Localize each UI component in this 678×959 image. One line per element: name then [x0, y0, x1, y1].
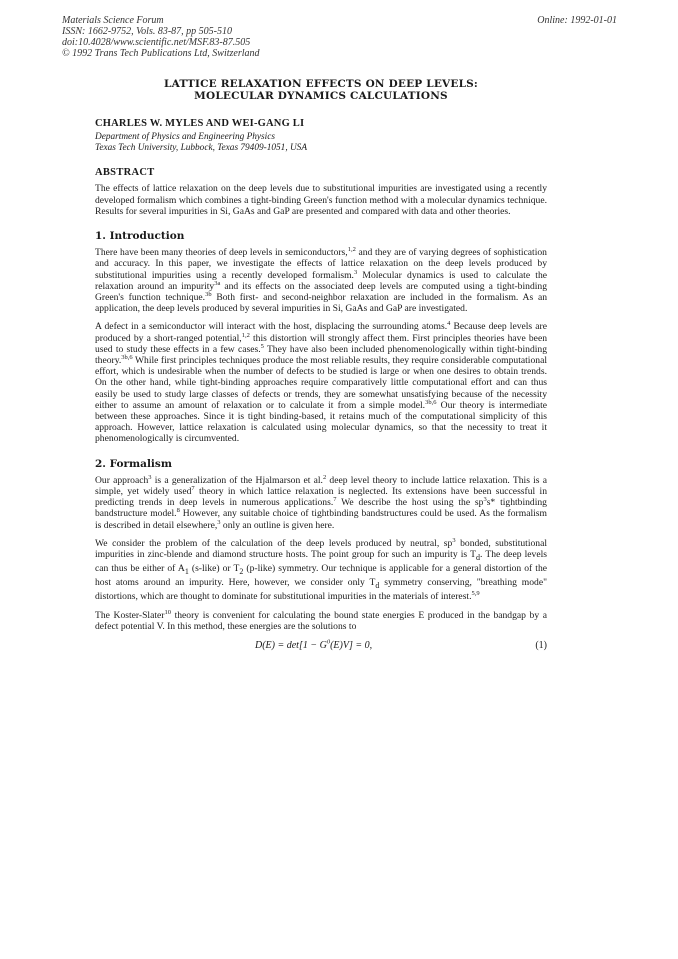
equation-expression: $D(E) = \det[1 - G^0(E)V] = 0$,	[255, 638, 373, 652]
formalism-paragraph-1: Our approach$^3$ is a generalization of the Hjalmarson et al.$^2$ deep level theory to include lattice relaxation. This is a simple, yet widely used$^7$ theory in which lattice relaxation is neglected. Its extensions have been successful in predicting trends in deep levels in numerous applications.$^7$ We describe the host using the $sp^3s*$ tightbinding bandstructure model.$^8$ However, any suitable choice of tightbinding bandstructures could be used. As the formalism is described in detail elsewhere,$^3$ only an outline is given here.	[95, 473, 547, 531]
equation-number: (1)	[535, 640, 547, 652]
formalism-paragraph-3: The Koster-Slater$^{10}$ theory is convenient for calculating the bound state energies E produced in the bandgap by a defect potential V. In this method, these energies are the solutions to	[95, 608, 547, 632]
title-line-2: MOLECULAR DYNAMICS CALCULATIONS	[194, 90, 448, 102]
formalism-paragraph-2: We consider the problem of the calculation of the deep levels produced by neutral, $sp^3$ bonded, substitutional impurities in zinc-blende and diamond structure hosts. The point group for such an impurity is $T_d$. The deep levels can thus be either of $A_1$ (s-like) or $T_2$ (p-like) symmetry. Our technique is applicable for a general distortion of the host atoms around an impurity. Here, however, we consider only $T_d$ symmetry conserving, "breathing mode" distortions, which are thought to dominate for substitutional impurities in the materials of interest.$^{5,9}$	[95, 536, 548, 603]
section-heading-introduction: 1. Introduction	[95, 230, 185, 243]
paper-title	[95, 78, 547, 102]
intro-paragraph-1: There have been many theories of deep levels in semiconductors,$^{1,2}$ and they are of varying degrees of sophistication and accuracy. In this paper, we investigate the effects of lattice relaxation on the deep levels produced by substitutional impurities using a recently developed formalism.$^3$ Molecular dynamics is used to calculate the relaxation around an impurity$^{3a}$ and its effects on the associated deep levels are computed using a tight-binding Green's function technique.$^{3b}$ Both first- and second-neighbor relaxation are included in the formalism. As an application, the deep levels produced by several impurities in Si, GaAs and GaP are investigated.	[95, 246, 548, 315]
abstract-text: The effects of lattice relaxation on the deep levels due to substitutional impurities are investigated using a recently developed formalism which combines a tight-binding Green's function method with a molecular dynamics technique. Results for several impurities in Si, GaAs and GaP are presented and compared with data and other theories.	[95, 183, 547, 217]
affiliation	[95, 132, 547, 153]
title-line-1: LATTICE RELAXATION EFFECTS ON DEEP LEVELS:	[163, 78, 479, 90]
authors: CHARLES W. MYLES AND WEI-GANG LI	[95, 118, 305, 129]
paper-page	[95, 78, 547, 654]
abstract-heading: ABSTRACT	[95, 167, 155, 179]
intro-paragraph-2: A defect in a semiconductor will interact with the host, displacing the surrounding atoms.$^4$ Because deep levels are produced by a short-ranged potential,$^{1,2}$ this distortion will strongly affect them. First principles theories have been used to study these effects in a few cases.$^5$ They have also been included phenomenologically within tight-binding theory.$^{3b,6}$ While first principles techniques produce the most reliable results, they require considerable computational effort, which is undesirable when the number of defects to be studied is large or when one desires to obtain trends. On the other hand, while tight-binding approaches require comparatively little computational effort and can thus easily be used to study large classes of defects or trends, they are somewhat unsatisfying because of the necessity either to assume an amount of relaxation or to calculate it from a simple model.$^{3b,6}$ Our theory is intermediate between these approaches. Since it is tight binding-based, it retains much of the computational simplicity of this approach. However, lattice relaxation is calculated using molecular dynamics, so that the necessity to treat it phenomenologically is circumvented.	[95, 320, 547, 445]
online-date: Online: 1992-01-01	[537, 15, 617, 26]
journal-issn: ISSN: 1662-9752, Vols. 83-87, pp 505-510	[62, 26, 232, 37]
journal-header	[62, 15, 617, 59]
equation-1	[95, 640, 547, 654]
section-heading-formalism: 2. Formalism	[95, 457, 172, 470]
journal-copyright: © 1992 Trans Tech Publications Ltd, Switzerland	[62, 48, 260, 59]
journal-doi[interactable]: doi:10.4028/www.scientific.net/MSF.83-87.505	[62, 37, 251, 48]
affiliation-line-2: Texas Tech University, Lubbock, Texas 79409-1051, USA	[95, 142, 308, 153]
journal-name: Materials Science Forum	[62, 15, 164, 26]
affiliation-line-1: Department of Physics and Engineering Physics	[95, 132, 275, 143]
